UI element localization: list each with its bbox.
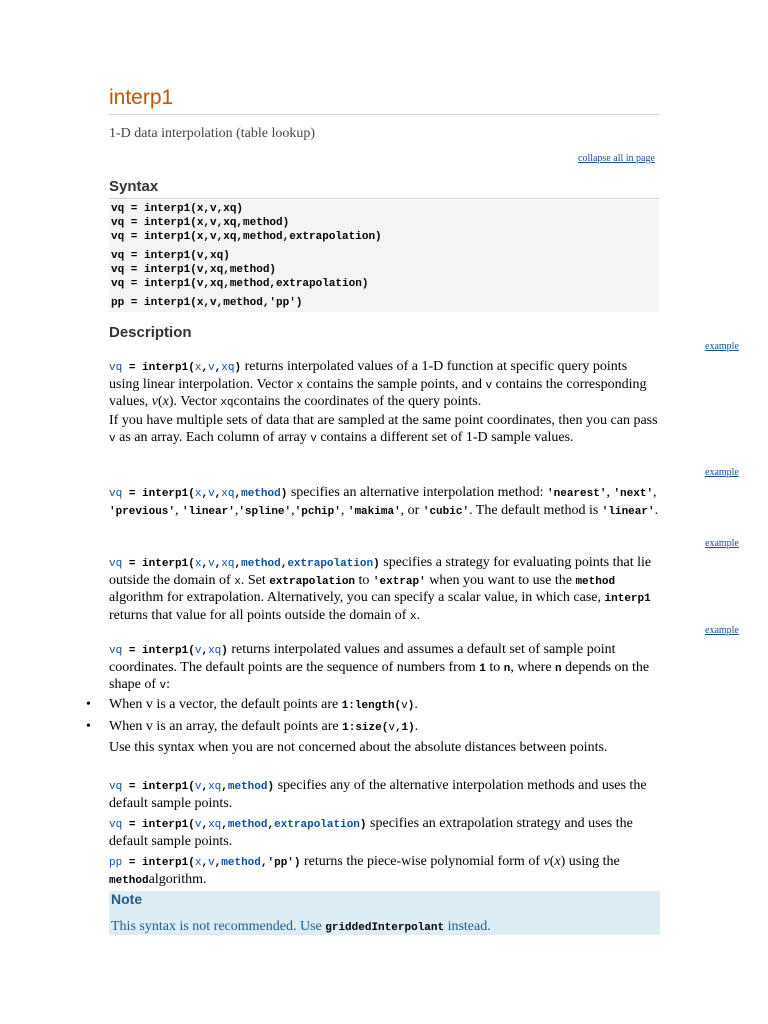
description-heading: Description — [109, 324, 192, 341]
bullet-dot: • — [86, 697, 91, 712]
syntax-line: vq = interp1(x,v,xq) — [111, 203, 244, 215]
description-paragraph: If you have multiple sets of data that are sampled at the same point coordinates, then you can pass v as an array. Each column of array v contains a different set of 1-D sample values. — [109, 413, 658, 445]
example-link[interactable]: example — [705, 625, 739, 636]
bullet-dot: • — [86, 719, 91, 734]
syntax-line: vq = interp1(v,xq) — [111, 250, 230, 262]
syntax-heading: Syntax — [109, 178, 659, 199]
note-text: This syntax is not recommended. Use griddedInterpolant instead. — [111, 919, 491, 934]
example-link[interactable]: example — [705, 341, 739, 352]
collapse-all-link[interactable]: collapse all in page — [578, 153, 655, 164]
example-link[interactable]: example — [705, 467, 739, 478]
list-item: When v is a vector, the default points are 1:length(v). — [109, 697, 418, 712]
syntax-line: pp = interp1(x,v,method,'pp') — [111, 297, 303, 309]
page-subtitle: 1-D data interpolation (table lookup) — [109, 126, 316, 141]
description-paragraph: vq = interp1(x,v,xq) returns interpolated values of a 1-D function at specific query points using linear interpolation. Vector x contains the sample points, and v contains the corresponding values, v(x). Vector xqcontains the coordinates of the query points. — [109, 359, 647, 409]
page-title: interp1 — [109, 86, 659, 115]
syntax-line: vq = interp1(v,xq,method) — [111, 264, 277, 276]
description-paragraph: vq = interp1(x,v,xq,method) specifies an alternative interpolation method: 'nearest', 'next', 'previous', 'linear','spline','pchip', 'makima', or 'cubic'. The default method is 'linear'. — [109, 485, 659, 518]
example-link[interactable]: example — [705, 538, 739, 549]
description-paragraph: vq = interp1(v,xq,method,extrapolation) specifies an extrapolation strategy and uses the default sample points. — [109, 816, 633, 849]
note-title: Note — [111, 891, 143, 907]
description-paragraph: pp = interp1(x,v,method,'pp') returns the piece-wise polynomial form of v(x) using the methodalgorithm. — [109, 854, 620, 887]
syntax-line: vq = interp1(x,v,xq,method,extrapolation) — [111, 231, 382, 243]
description-paragraph: Use this syntax when you are not concerned about the absolute distances between points. — [109, 740, 608, 755]
description-paragraph: vq = interp1(x,v,xq,method,extrapolation) specifies a strategy for evaluating points that lie outside the domain of x. Set extrapolation to 'extrap' when you want to use the method algorithm for extrapolation. Alternatively, you can specify a scalar value, in which case, interp1 returns that value for all points outside the domain of x. — [109, 555, 652, 623]
syntax-line: vq = interp1(v,xq,method,extrapolation) — [111, 278, 369, 290]
description-paragraph: vq = interp1(v,xq,method) specifies any of the alternative interpolation methods and uses the default sample points. — [109, 778, 647, 811]
description-paragraph: vq = interp1(v,xq) returns interpolated values and assumes a default set of sample point coordinates. The default points are the sequence of numbers from 1 to n, where n depends on the shape of v: — [109, 642, 650, 692]
syntax-line: vq = interp1(x,v,xq,method) — [111, 217, 290, 229]
list-item: When v is an array, the default points are 1:size(v,1). — [109, 719, 419, 734]
